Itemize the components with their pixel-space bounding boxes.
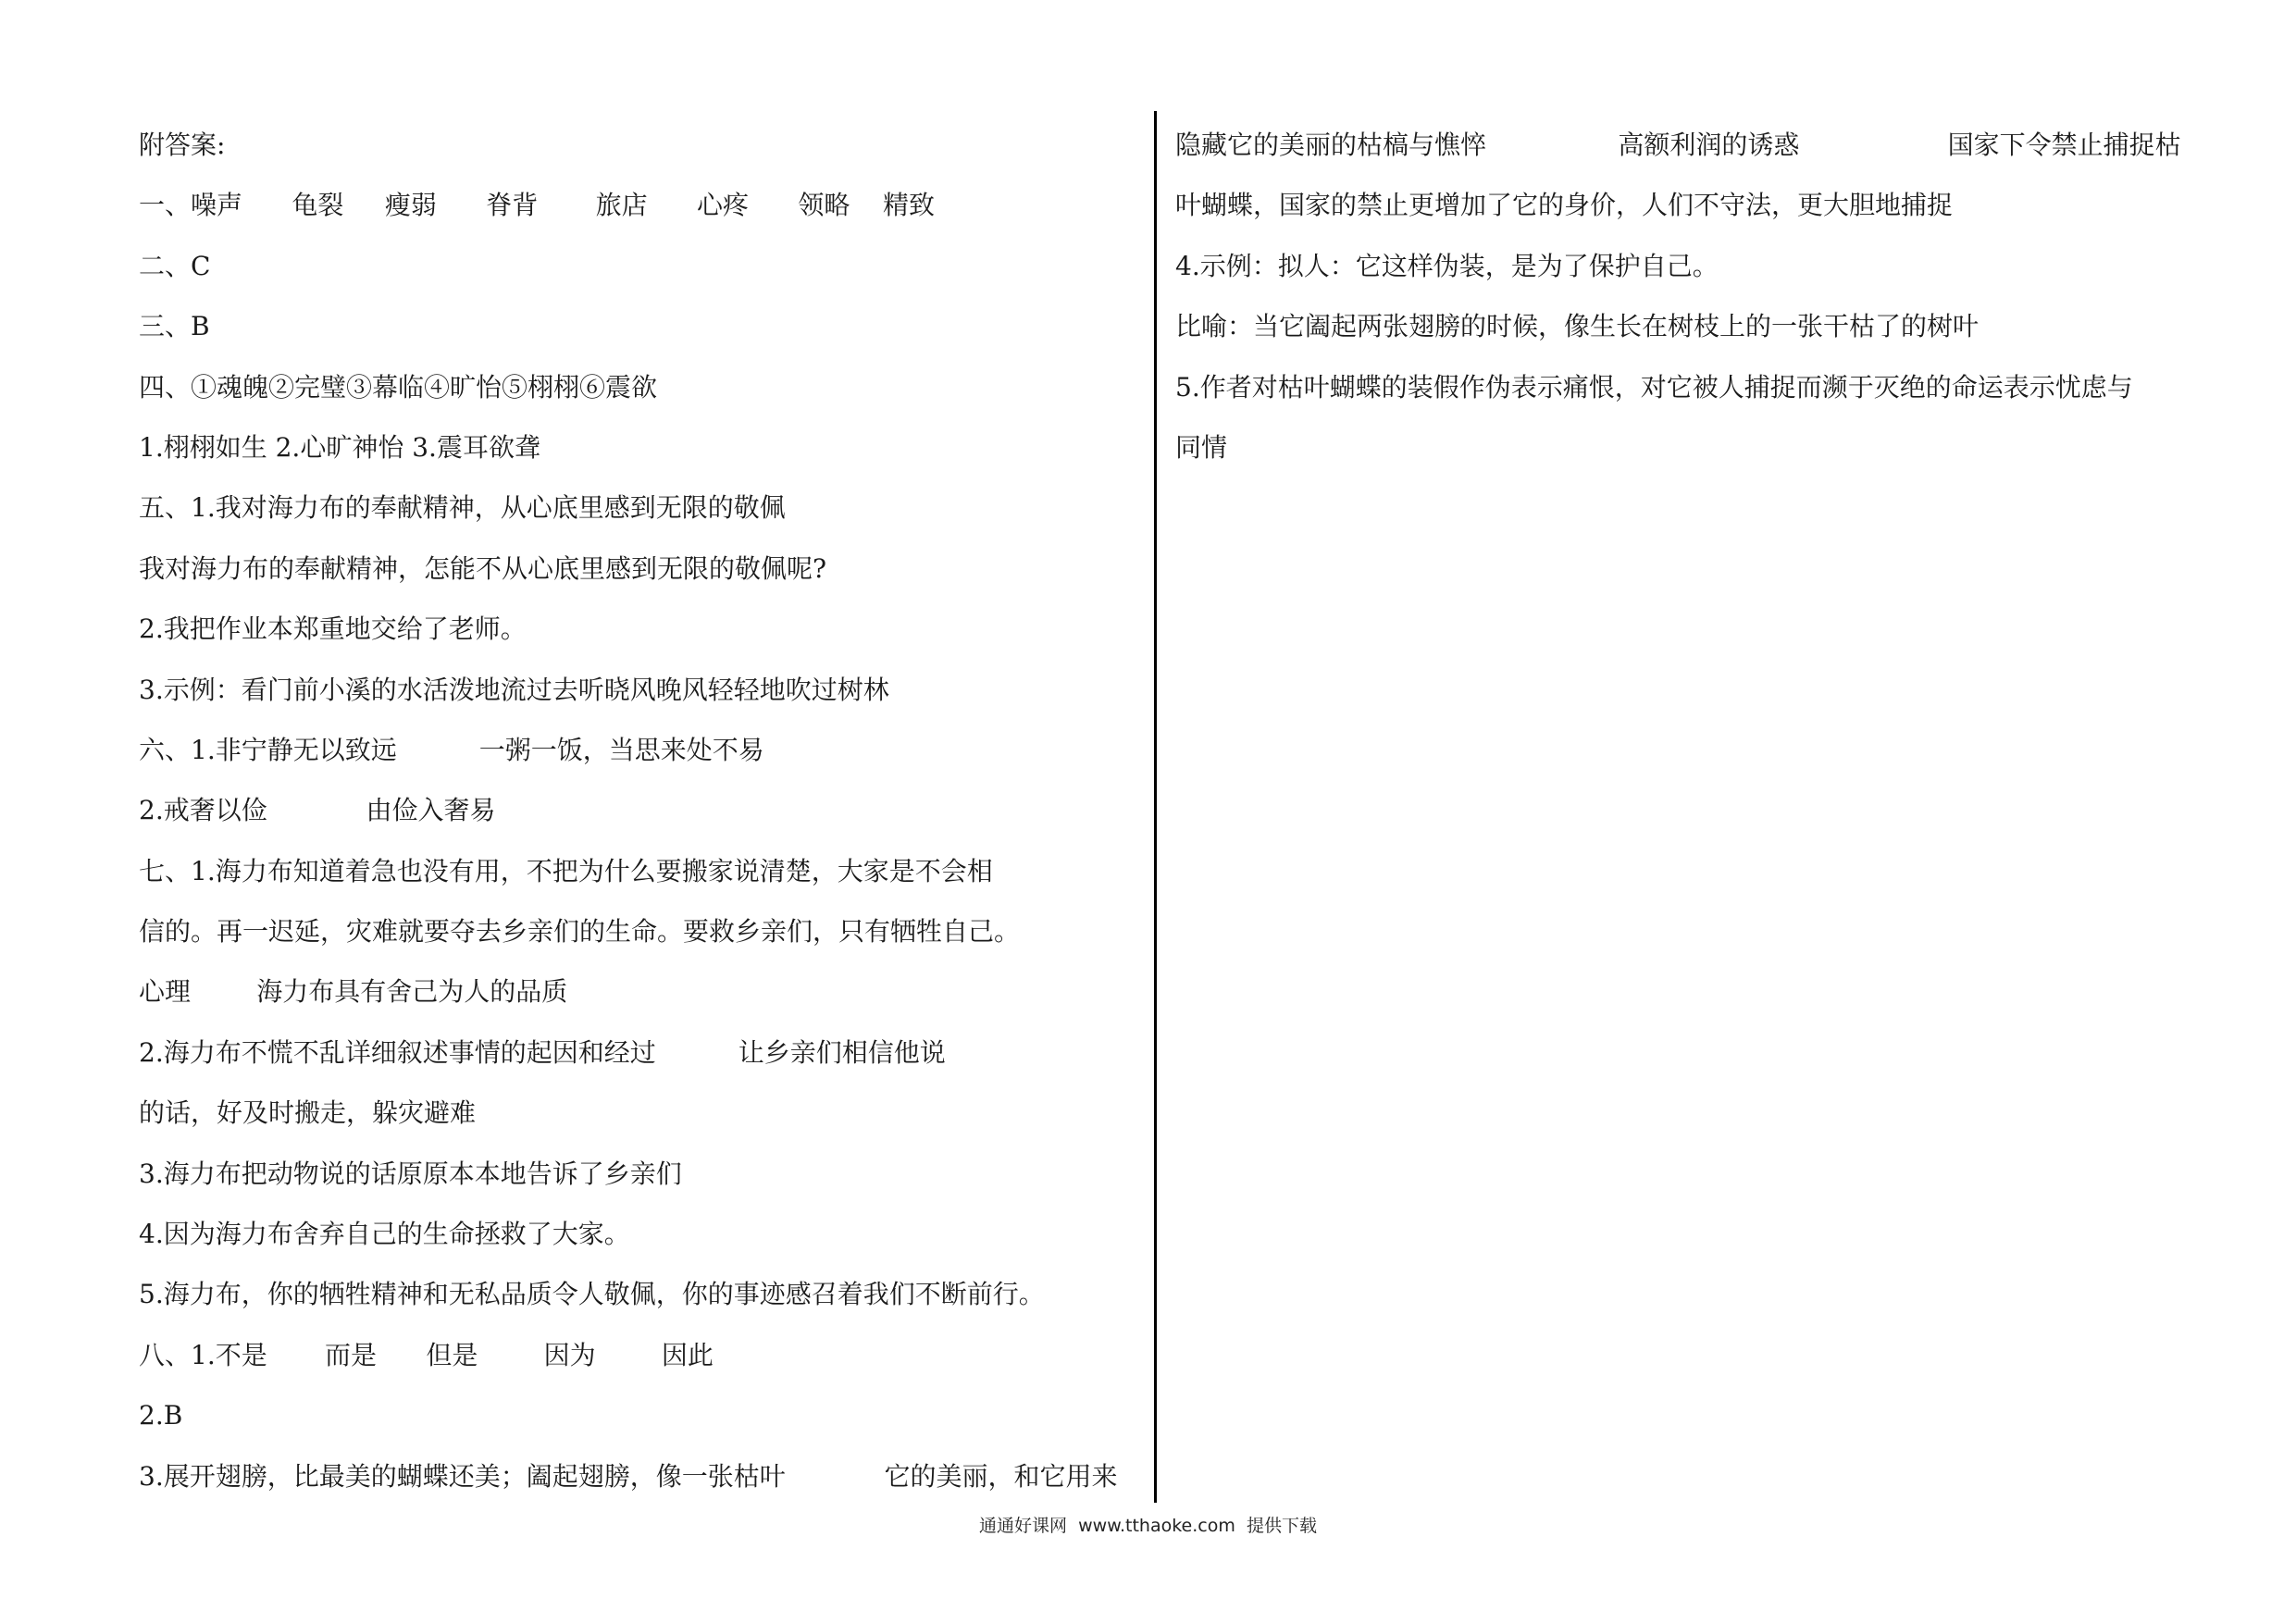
answer-line: 4.示例：拟人：它这样伪装，是为了保护自己。: [1175, 250, 1719, 281]
answer-line: 心理 海力布具有舍己为人的品质: [139, 976, 568, 1008]
column-divider: [1154, 111, 1157, 1503]
answer-line: 5.海力布，你的牺牲精神和无私品质令人敬佩，你的事迹感召着我们不断前行。: [139, 1279, 1045, 1310]
answer-line: 二、C: [139, 250, 211, 281]
answer-line: 四、①魂魄②完璧③幕临④旷怡⑤栩栩⑥震欲: [139, 371, 658, 403]
answer-line: 七、1.海力布知道着急也没有用，不把为什么要搬家说清楚，大家是不会相: [139, 855, 993, 886]
answer-line: 3.展开翅膀，比最美的蝴蝶还美；阖起翅膀，像一张枯叶 它的美丽，和它用来: [139, 1460, 1118, 1492]
answer-line: 隐藏它的美丽的枯槁与憔悴 高额利润的诱惑 国家下令禁止捕捉枯: [1175, 130, 2181, 160]
answer-heading: 附答案:: [139, 130, 226, 160]
answer-line: 3.示例：看门前小溪的水活泼地流过去听晓风晚风轻轻地吹过树林: [139, 674, 889, 705]
answer-line: 2.戒奢以俭 由俭入奢易: [139, 795, 496, 826]
page-footer: 通通好课网 www.tthaoke.com 提供下载: [979, 1516, 1317, 1536]
answer-line: 同情: [1175, 431, 1228, 463]
answer-line: 六、1.非宁静无以致远 一粥一饭，当思来处不易: [139, 734, 764, 765]
answer-line: 我对海力布的奉献精神，怎能不从心底里感到无限的敬佩呢?: [139, 552, 827, 584]
answer-line: 叶蝴蝶，国家的禁止更增加了它的身价，人们不守法，更大胆地捕捉: [1175, 190, 1954, 221]
answer-line: 2.我把作业本郑重地交给了老师。: [139, 613, 527, 645]
answer-line: 4.因为海力布舍弃自己的生命拯救了大家。: [139, 1219, 630, 1250]
answer-line: 2.海力布不慌不乱详细叙述事情的起因和经过 让乡亲们相信他说: [139, 1036, 946, 1068]
answer-line: 2.B: [139, 1400, 183, 1431]
answer-line: 五、1.我对海力布的奉献精神，从心底里感到无限的敬佩: [139, 492, 786, 524]
answer-line: 1.栩栩如生 2.心旷神怡 3.震耳欲聋: [139, 431, 540, 463]
answer-line: 3.海力布把动物说的话原原本本地告诉了乡亲们: [139, 1158, 682, 1189]
answer-line: 5.作者对枯叶蝴蝶的装假作伪表示痛恨，对它被人捕捉而濒于灭绝的命运表示忧虑与: [1175, 371, 2133, 403]
left-column: [139, 115, 1148, 1506]
right-column: [1175, 115, 2184, 477]
answer-line: 比喻：当它阖起两张翅膀的时候，像生长在树枝上的一张干枯了的树叶: [1175, 311, 1980, 342]
answer-line: 八、1.不是 而是 但是 因为 因此: [139, 1339, 714, 1370]
answer-line: 三、B: [139, 311, 210, 342]
answer-line: 一、噪声 龟裂 瘦弱 脊背 旅店 心疼 领略 精致: [139, 190, 936, 221]
answer-line: 的话，好及时搬走，躲灾避难: [139, 1097, 477, 1129]
answer-line: 信的。再一迟延，灾难就要夺去乡亲们的生命。要救乡亲们，只有牺牲自己。: [139, 916, 1021, 948]
